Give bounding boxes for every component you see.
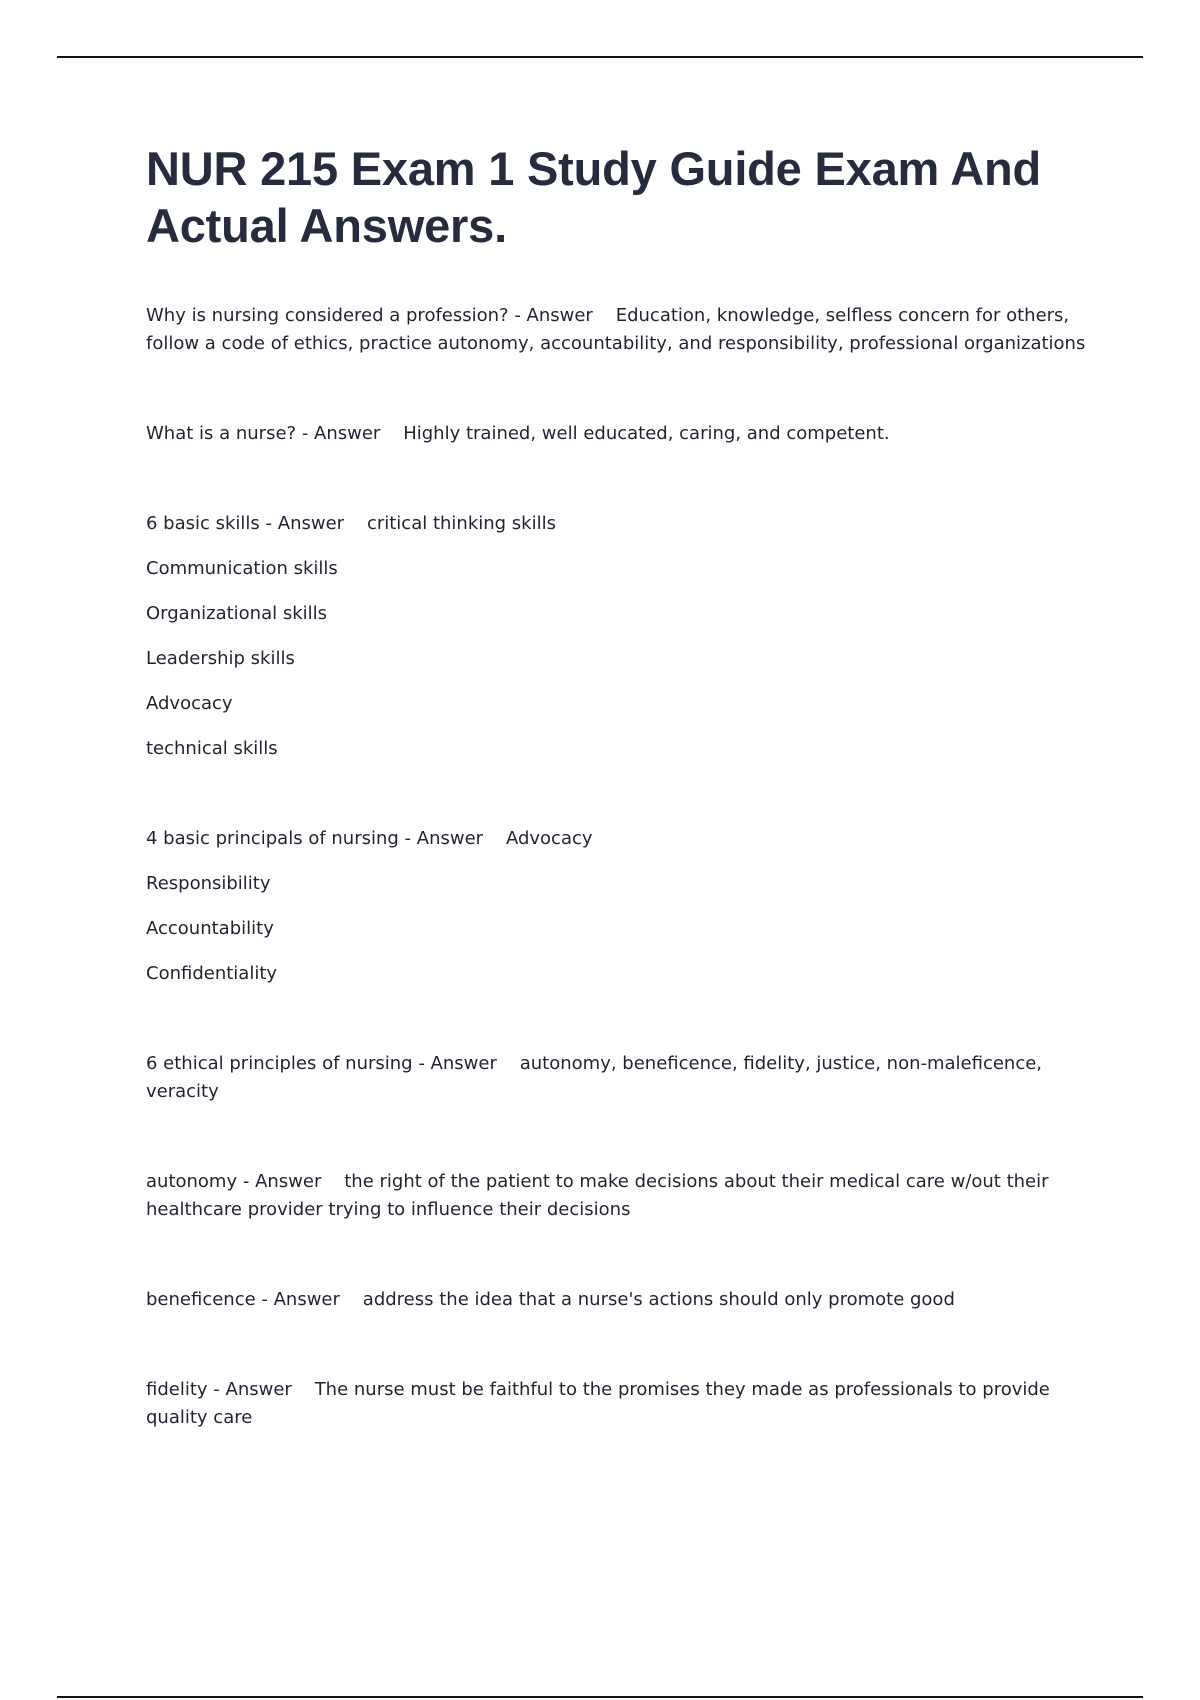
question-text: 6 ethical principles of nursing <box>146 1053 413 1074</box>
question-text: 4 basic principals of nursing <box>146 828 399 849</box>
answer-separator: - Answer <box>255 1289 363 1310</box>
qa-entry <box>146 1168 1090 1224</box>
question-text: beneficence <box>146 1289 256 1310</box>
answer-list-item: technical skills <box>146 738 278 759</box>
bottom-rule <box>57 1696 1143 1698</box>
answer-text: autonomy, beneficence, fidelity, justice, non-maleficence, veracity <box>146 1053 1043 1102</box>
answer-list-item: Confidentiality <box>146 963 278 984</box>
qa-entry <box>146 302 1090 358</box>
answer-text: the right of the patient to make decisions about their medical care w/out their healthcare provider trying to influence their decisions <box>146 1171 1049 1220</box>
qa-entry <box>146 1286 1090 1314</box>
question-text: autonomy <box>146 1171 238 1192</box>
answer-list-item: Communication skills <box>146 558 338 579</box>
qa-entry <box>146 1376 1090 1432</box>
question-text: What is a nurse? <box>146 423 297 444</box>
qa-first-line <box>146 510 1090 538</box>
answer-separator: - Answer <box>412 1053 520 1074</box>
answer-text: The nurse must be faithful to the promises they made as professionals to provide quality care <box>146 1379 1050 1428</box>
answer-separator: - Answer <box>508 305 616 326</box>
qa-entry <box>146 510 1090 763</box>
answer-text: Highly trained, well educated, caring, and competent. <box>403 423 890 444</box>
qa-first-line <box>146 825 1090 853</box>
document-title: NUR 215 Exam 1 Study Guide Exam And Actual Answers. <box>146 142 1041 252</box>
qa-entry <box>146 825 1090 988</box>
answer-list-item: Accountability <box>146 918 274 939</box>
answer-separator: - Answer <box>237 1171 345 1192</box>
answer-text: Education, knowledge, selfless concern for others, follow a code of ethics, practice autonomy, accountability, and responsibility, professional organizations <box>146 305 1086 354</box>
answer-separator: - Answer <box>398 828 506 849</box>
answer-list-item: Leadership skills <box>146 648 295 669</box>
question-text: Why is nursing considered a profession? <box>146 305 509 326</box>
document-body <box>146 140 1090 1432</box>
qa-entry <box>146 1050 1090 1106</box>
answer-text: address the idea that a nurse's actions should only promote good <box>362 1289 955 1310</box>
answer-list-item: Responsibility <box>146 873 271 894</box>
answer-separator: - Answer <box>296 423 404 444</box>
answer-text: Advocacy <box>505 828 593 849</box>
question-text: fidelity <box>146 1379 208 1400</box>
question-text: 6 basic skills <box>146 513 260 534</box>
top-rule <box>57 56 1143 58</box>
answer-separator: - Answer <box>207 1379 315 1400</box>
qa-entry <box>146 420 1090 448</box>
answer-list-item: Advocacy <box>146 693 233 714</box>
answer-text: critical thinking skills <box>366 513 556 534</box>
answer-list-item: Organizational skills <box>146 603 328 624</box>
answer-separator: - Answer <box>259 513 367 534</box>
